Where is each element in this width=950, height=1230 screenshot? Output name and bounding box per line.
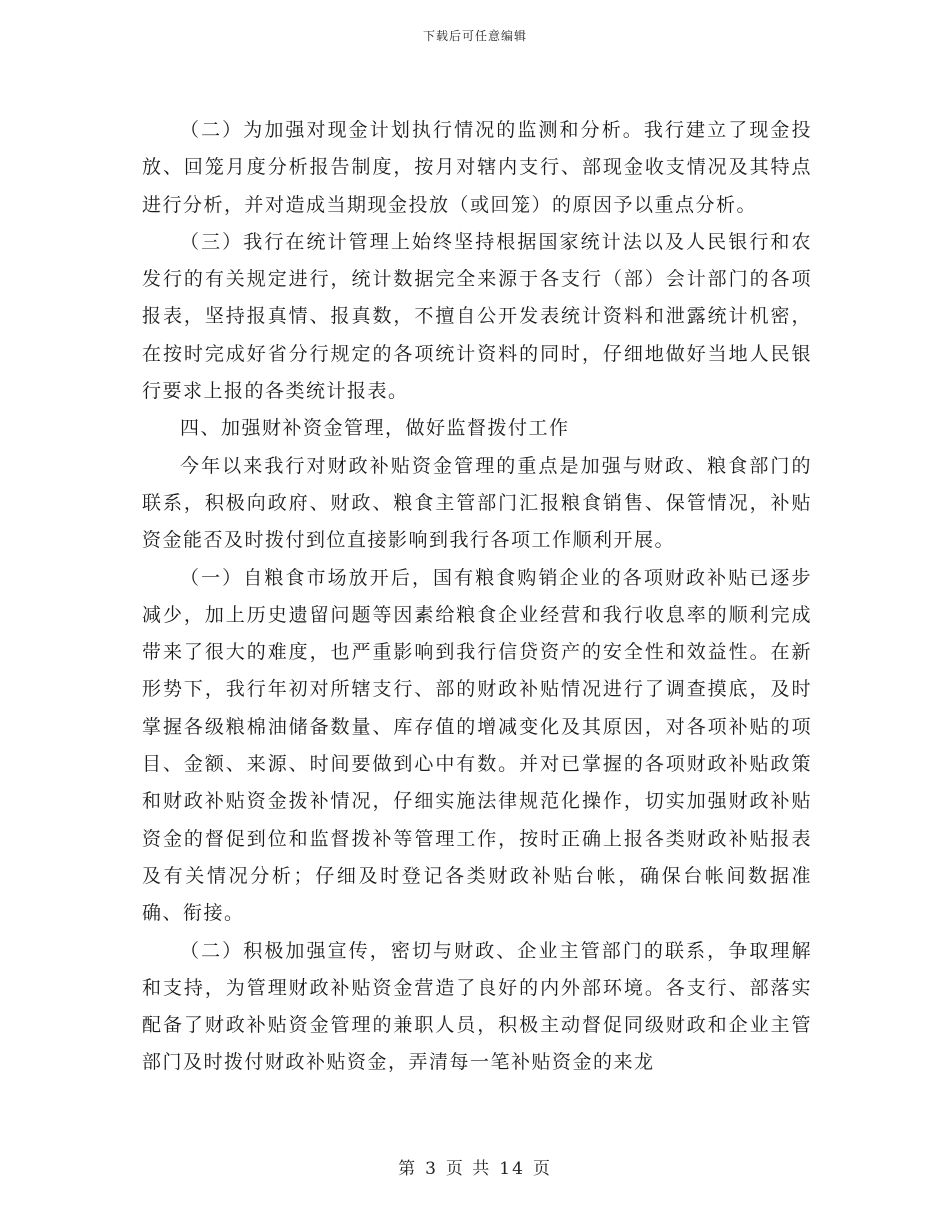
page-number: 3 bbox=[425, 1159, 438, 1179]
page-footer bbox=[0, 1154, 950, 1179]
paragraph-statistics-management: （三）我行在统计管理上始终坚持根据国家统计法以及人民银行和农发行的有关规定进行，统计数据完全来源于各支行（部）会计部门的各项报表，坚持报真情、报真数，不擅自公开发表统计资料和泄露统计机密，在按时完成好省分行规定的各项统计资料的同时，仔细地做好当地人民银行要求上报的各类统计报表。 bbox=[142, 230, 812, 403]
footer-middle: 页 共 bbox=[445, 1159, 492, 1179]
paragraph-subsidy-item-one: （一）自粮食市场放开后，国有粮食购销企业的各项财政补贴已逐步减少，加上历史遗留问题等因素给粮食企业经营和我行收息率的顺利完成带来了很大的难度，也严重影响到我行信贷资产的安全性和效益性。在新形势下，我行年初对所辖支行、部的财政补贴情况进行了调查摸底，及时掌握各级粮棉油储备数量、库存值的增减变化及其原因，对各项补贴的项目、金额、来源、时间要做到心中有数。并对已掌握的各项财政补贴政策和财政补贴资金拨补情况，仔细实施法律规范化操作，切实加强财政补贴资金的督促到位和监督拨补等管理工作，按时正确上报各类财政补贴报表及有关情况分析；仔细及时登记各类财政补贴台帐，确保台帐间数据准确、衔接。 bbox=[142, 566, 812, 925]
paragraph-cash-monitoring: （二）为加强对现金计划执行情况的监测和分析。我行建立了现金投放、回笼月度分析报告制度，按月对辖内支行、部现金收支情况及其特点进行分析，并对造成当期现金投放（或回笼）的原因予以重点分析。 bbox=[142, 119, 812, 216]
document-body bbox=[142, 112, 812, 1082]
paragraph-subsidy-item-two: （二）积极加强宣传，密切与财政、企业主管部门的联系，争取理解和支持，为管理财政补贴资金营造了良好的内外部环境。各支行、部落实配备了财政补贴资金管理的兼职人员，积极主动督促同级财政和企业主管部门及时拨付财政补贴资金，弄清每一笔补贴资金的来龙 bbox=[142, 939, 812, 1074]
section-heading-subsidy-management: 四、加强财补资金管理，做好监督拨付工作 bbox=[180, 417, 570, 440]
total-pages: 14 bbox=[499, 1159, 525, 1179]
footer-suffix: 页 bbox=[532, 1159, 552, 1179]
page-header: 下载后可任意编辑 bbox=[422, 29, 527, 43]
paragraph-subsidy-overview: 今年以来我行对财政补贴资金管理的重点是加强与财政、粮食部门的联系，积极向政府、财政、粮食主管部门汇报粮食销售、保管情况，补贴资金能否及时拨付到位直接影响到我行各项工作顺利开展。 bbox=[142, 454, 812, 552]
footer-prefix: 第 bbox=[398, 1159, 418, 1179]
